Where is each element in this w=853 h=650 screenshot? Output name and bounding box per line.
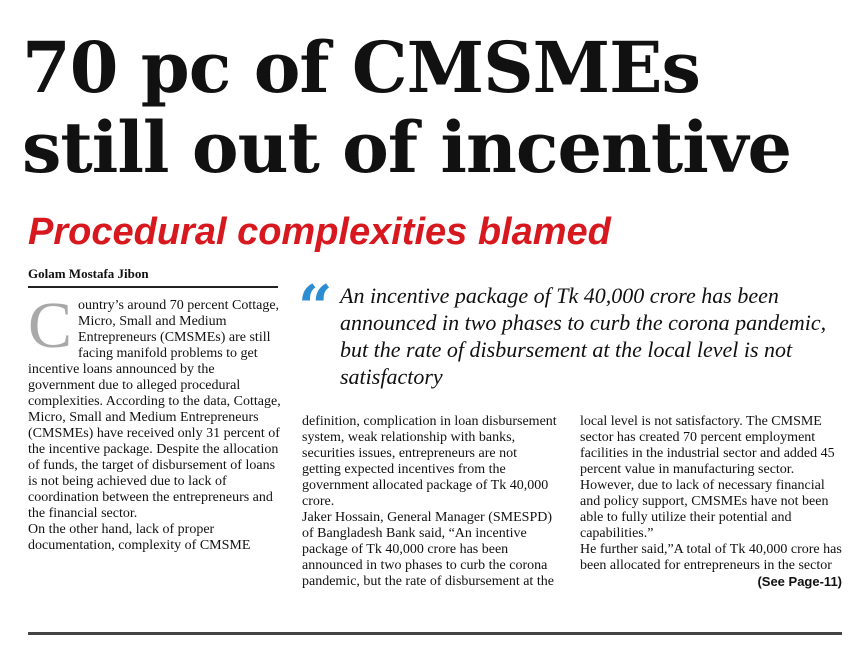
headline-line-1: 70 pc of CMSMEs bbox=[22, 26, 700, 109]
column-3-paragraph-2 bbox=[580, 542, 842, 589]
headline-line-2: still out of incentive bbox=[22, 106, 792, 189]
drop-cap: C bbox=[28, 289, 73, 362]
column-1-paragraph-2: On the other hand, lack of proper documentation, complexity of CMSME bbox=[28, 522, 251, 553]
subheadline: Procedural complexities blamed bbox=[28, 211, 611, 253]
bottom-divider bbox=[28, 632, 842, 635]
byline-divider bbox=[28, 286, 278, 288]
pull-quote-text: An incentive package of Tk 40,000 crore has been announced in two phases to curb the corona pandemic, but the rate of disbursement at the local level is not satisfactory bbox=[340, 283, 827, 389]
column-2-paragraph-2: Jaker Hossain, General Manager (SMESPD) of Bangladesh Bank said, “An incentive package of Tk 40,000 crore has been announced in two phases to curb the corona pandemic, but the rate of disbursement at the bbox=[302, 510, 554, 589]
byline: Golam Mostafa Jibon bbox=[28, 266, 149, 281]
column-3-paragraph-1: local level is not satisfactory. The CMSME sector has created 70 percent employment facilities in the industrial sector and added 45 percent value in manufacturing sector. However, due to lack of necessary financial and policy support, CMSMEs have not been able to fully utilize their potential and capabilities.” bbox=[580, 414, 835, 541]
quote-open-icon: “ bbox=[298, 273, 333, 343]
column-2-paragraph-1: definition, complication in loan disbursement system, weak relationship with banks, securities issues, entrepreneurs are not getting expected incentives from the government allocated package of Tk 40,000 crore. bbox=[302, 414, 557, 509]
article-column-1 bbox=[28, 289, 284, 554]
headline bbox=[22, 28, 842, 188]
continued-on-page-link[interactable]: (See Page-11) bbox=[757, 574, 842, 589]
article-column-2 bbox=[302, 414, 558, 590]
article-column-3 bbox=[580, 414, 842, 590]
column-1-paragraph-1: ountry’s around 70 percent Cottage, Micro, Small and Medium Entrepreneurs (CMSMEs) are still facing manifold problems to get incentive loans announced by the government due to alleged procedural complexities. According to the data, Cottage, Micro, Small and Medium Entrepreneurs (CMSMEs) have received only 31 percent of the incentive package. Despite the allocation of funds, the target of disbursement of loans is not being achieved due to lack of coordination between the entrepreneurs and the financial sector. bbox=[28, 298, 281, 521]
column-3-paragraph-2-text: He further said,”A total of Tk 40,000 crore has been allocated for entrepreneurs in the sector bbox=[580, 542, 842, 573]
